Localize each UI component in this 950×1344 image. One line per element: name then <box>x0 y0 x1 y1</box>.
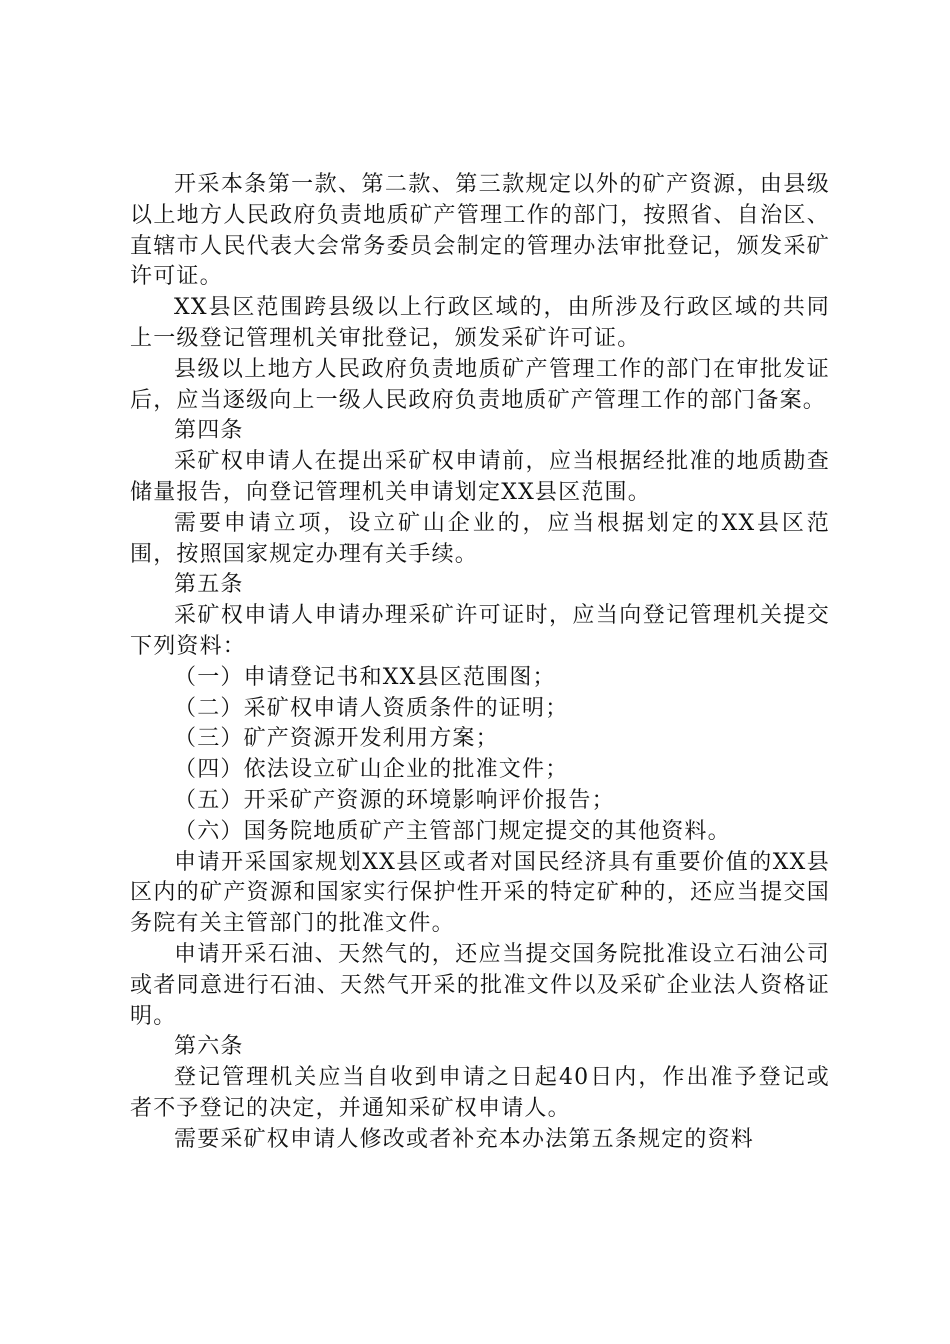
list-item: （四）依法设立矿山企业的批准文件； <box>174 757 569 783</box>
paragraph: 采矿权申请人在提出采矿权申请前，应当根据经批准的地质勘查储量报告，向登记管理机关申请划定XX县区范围。 <box>130 449 830 505</box>
paragraph: XX县区范围跨县级以上行政区域的，由所涉及行政区域的共同上一级登记管理机关审批登记，颁发采矿许可证。 <box>130 295 830 351</box>
paragraph: 需要申请立项，设立矿山企业的，应当根据划定的XX县区范围，按照国家规定办理有关手续。 <box>130 510 830 567</box>
document-body <box>130 170 830 1156</box>
list-item: （三）矿产资源开发利用方案； <box>174 726 499 752</box>
list-item: （五）开采矿产资源的环境影响评价报告； <box>174 787 615 813</box>
list-item: （一）申请登记书和XX县区范围图； <box>174 664 556 690</box>
paragraph: 采矿权申请人申请办理采矿许可证时，应当向登记管理机关提交下列资料： <box>130 603 830 659</box>
paragraph: 需要采矿权申请人修改或者补充本办法第五条规定的资料 <box>174 1126 755 1152</box>
paragraph: 登记管理机关应当自收到申请之日起40日内，作出准予登记或者不予登记的决定，并通知采矿权申请人。 <box>130 1065 830 1121</box>
list-item: （六）国务院地质矿产主管部门规定提交的其他资料。 <box>174 818 731 844</box>
article-heading: 第五条 <box>174 572 244 598</box>
article-heading: 第六条 <box>174 1034 244 1060</box>
paragraph: 申请开采国家规划XX县区或者对国民经济具有重要价值的XX县区内的矿产资源和国家实行保护性开采的特定矿种的，还应当提交国务院有关主管部门的批准文件。 <box>130 849 830 937</box>
paragraph: 县级以上地方人民政府负责地质矿产管理工作的部门在审批发证后，应当逐级向上一级人民政府负责地质矿产管理工作的部门备案。 <box>130 356 830 413</box>
article-heading: 第四条 <box>174 418 244 444</box>
list-item: （二）采矿权申请人资质条件的证明； <box>174 695 569 721</box>
paragraph: 开采本条第一款、第二款、第三款规定以外的矿产资源，由县级以上地方人民政府负责地质矿产管理工作的部门，按照省、自治区、直辖市人民代表大会常务委员会制定的管理办法审批登记，颁发采矿许可证。 <box>130 172 830 290</box>
paragraph: 申请开采石油、天然气的，还应当提交国务院批准设立石油公司或者同意进行石油、天然气开采的批准文件以及采矿企业法人资格证明。 <box>130 941 830 1029</box>
